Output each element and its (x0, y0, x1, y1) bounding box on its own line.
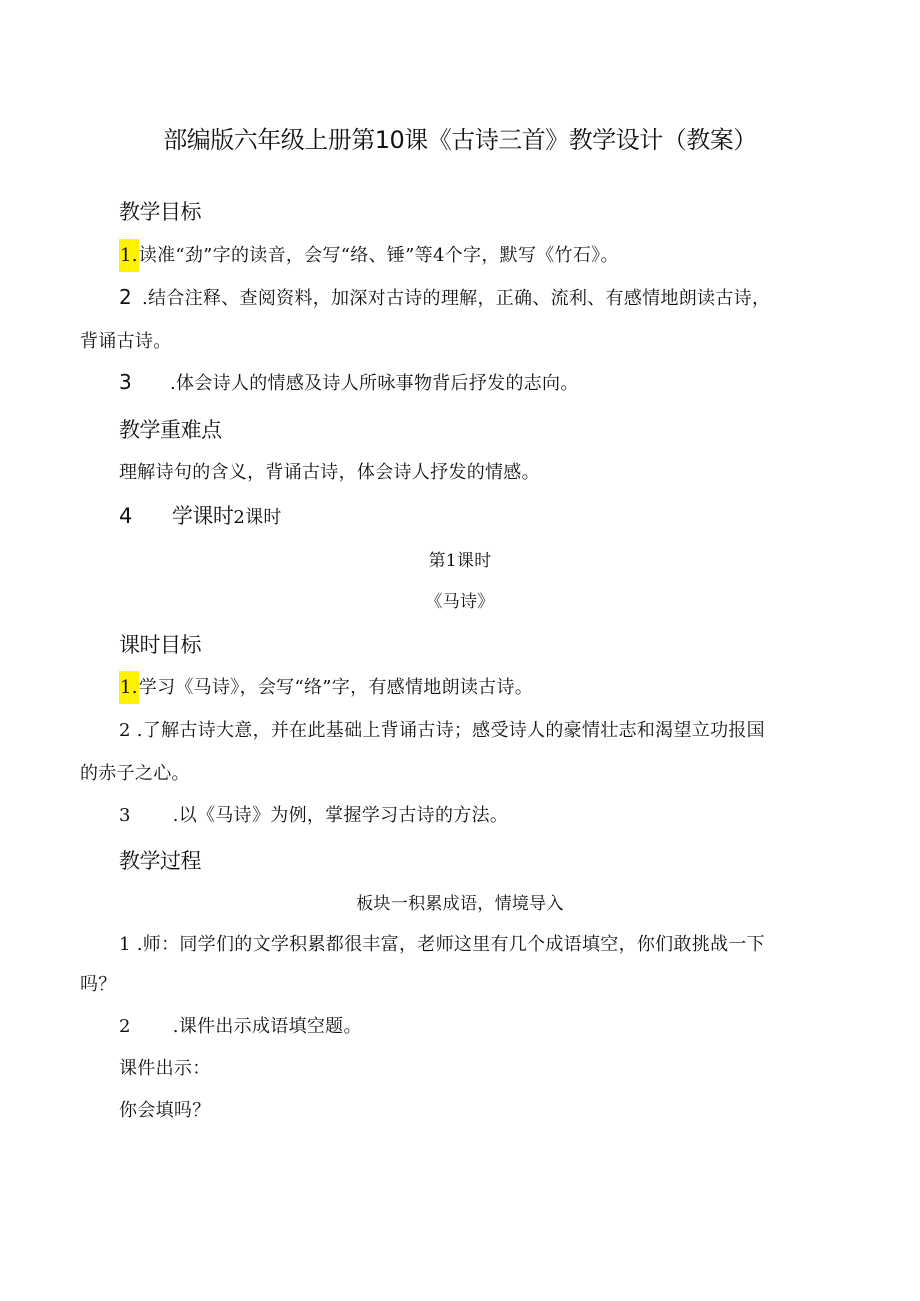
poem-title: 《马诗》 (425, 592, 495, 612)
goal-item-2-number: 2 (119, 285, 133, 309)
section-heading-key-points: 教学重难点 (119, 418, 222, 442)
goal-item-3-number: 3 (119, 370, 133, 394)
lesson-goal-item-1-text: 学习《马诗》，会写“络”字，有感情地朗读古诗。 (138, 677, 534, 698)
process-line-3: 课件出示： (119, 1058, 211, 1079)
lesson-label: 第1课时 (428, 551, 492, 571)
highlight-marker: 1. (119, 239, 139, 272)
process-line-4: 你会填吗？ (119, 1100, 211, 1121)
lesson-goal-item-2-number: 2 (119, 720, 131, 741)
goal-item-1 (119, 241, 619, 267)
process-item-1-continuation: 吗？ (80, 974, 117, 995)
goal-item-3 (119, 369, 579, 395)
process-item-2 (119, 1012, 362, 1038)
lesson-goal-item-2-continuation: 的赤子之心。 (80, 763, 190, 784)
goal-item-2-text: .结合注释、查阅资料，加深对古诗的理解，正确、流利、有感情地朗读古诗， (142, 288, 771, 309)
lesson-goal-item-2-text: .了解古诗大意，并在此基础上背诵古诗；感受诗人的豪情壮志和渴望立功报国 (136, 720, 765, 741)
schedule-value: 2课时 (233, 507, 282, 528)
schedule-line (119, 500, 282, 530)
lesson-goal-item-2 (119, 716, 765, 742)
key-points-text: 理解诗句的含义，背诵古诗，体会诗人抒发的情感。 (119, 462, 540, 483)
lesson-goal-item-3 (119, 801, 508, 827)
process-item-2-number: 2 (119, 1016, 131, 1037)
process-item-1-number: 1 (119, 934, 131, 955)
section-heading-process: 教学过程 (119, 849, 201, 873)
section-heading-lesson-goals: 课时目标 (119, 633, 201, 657)
process-item-1-text: .师：同学们的文学积累都很丰富，老师这里有几个成语填空，你们敢挑战一下 (136, 934, 765, 955)
section-heading-goals: 教学目标 (119, 200, 201, 224)
block-title: 板块一积累成语，情境导入 (356, 894, 564, 914)
lesson-goal-item-1 (119, 673, 533, 699)
highlight-marker: 1. (119, 671, 139, 704)
schedule-label: 学课时 (171, 504, 234, 528)
goal-item-2-continuation: 背诵古诗。 (80, 331, 172, 352)
lesson-goal-item-3-number: 3 (119, 805, 131, 826)
process-item-1 (119, 930, 765, 956)
process-item-2-text: .课件出示成语填空题。 (172, 1016, 362, 1037)
schedule-number: 4 (119, 504, 132, 528)
goal-item-2 (119, 284, 770, 310)
goal-item-3-text: .体会诗人的情感及诗人所咏事物背后抒发的志向。 (170, 373, 579, 394)
goal-item-1-text: 读准“劲”字的读音，会写“络、锤”等4个字，默写《竹石》。 (138, 245, 619, 266)
lesson-goal-item-3-text: .以《马诗》为例，掌握学习古诗的方法。 (172, 805, 509, 826)
page-title: 部编版六年级上册第10课《古诗三首》教学设计（教案） (163, 126, 757, 154)
